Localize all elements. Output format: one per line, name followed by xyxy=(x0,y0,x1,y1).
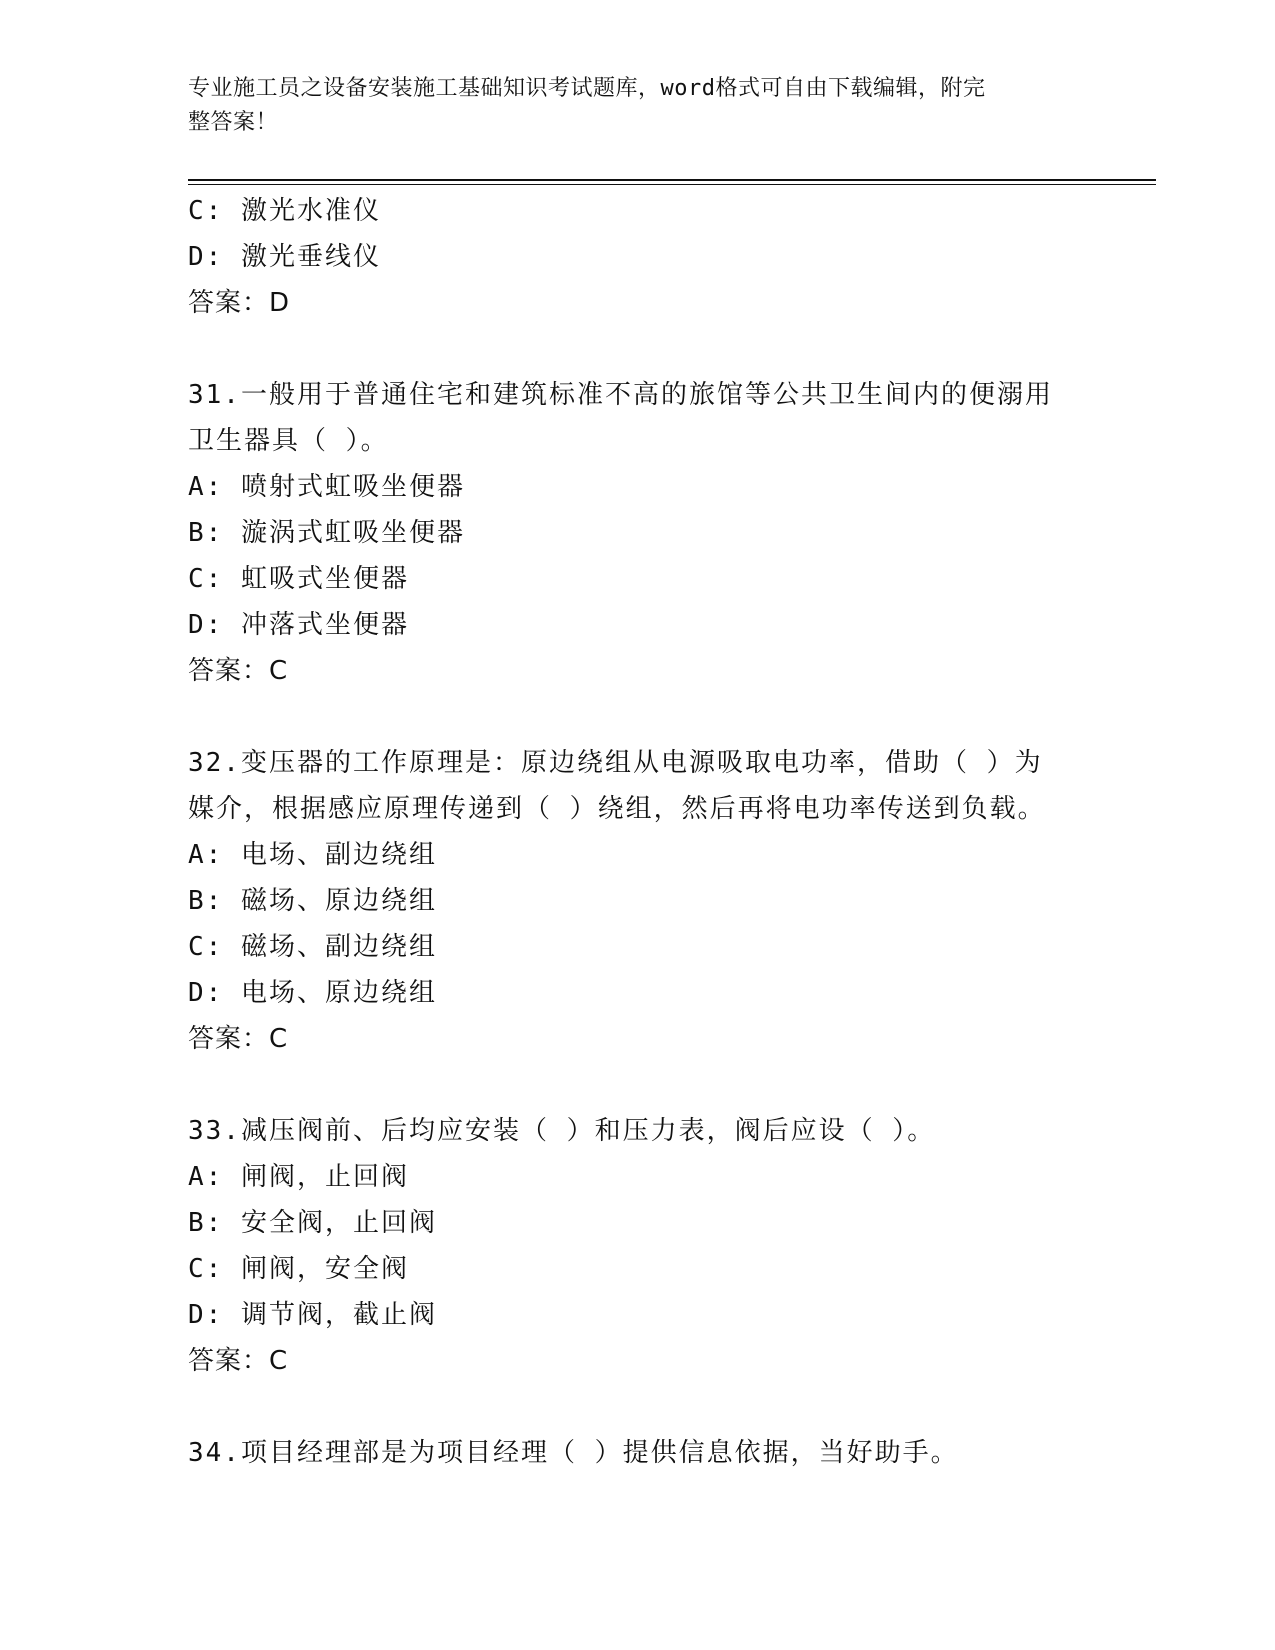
header-divider-thin xyxy=(188,184,1156,185)
answer-line: 答案：D xyxy=(188,288,291,318)
header-line-2: 整答案！ xyxy=(188,110,279,135)
spacer xyxy=(188,694,1088,740)
option-b: B: 漩涡式虹吸坐便器 xyxy=(188,518,465,548)
option-b: B: 安全阀，止回阀 xyxy=(188,1208,437,1238)
spacer xyxy=(188,326,1088,372)
question-32 xyxy=(188,740,1088,1062)
answer-line: 答案：C xyxy=(188,1024,289,1054)
spacer xyxy=(188,1062,1088,1108)
option-d: D: 电场、原边绕组 xyxy=(188,978,437,1008)
option-d: D: 冲落式坐便器 xyxy=(188,610,409,640)
answer-line: 答案：C xyxy=(188,1346,289,1376)
option-b: B: 磁场、原边绕组 xyxy=(188,886,437,916)
question-33 xyxy=(188,1108,1088,1384)
question-text: 32.变压器的工作原理是：原边绕组从电源吸取电功率，借助（ ）为 xyxy=(188,748,1043,778)
option-d: D: 激光垂线仪 xyxy=(188,242,381,272)
option-c: C: 激光水准仪 xyxy=(188,196,381,226)
header-divider-thick xyxy=(188,179,1156,181)
question-31 xyxy=(188,372,1088,694)
option-a: A: 闸阀，止回阀 xyxy=(188,1162,409,1192)
question-text: 34.项目经理部是为项目经理（ ）提供信息依据，当好助手。 xyxy=(188,1438,959,1468)
spacer xyxy=(188,1384,1088,1430)
question-text: 33.减压阀前、后均应安装（ ）和压力表，阀后应设（ ）。 xyxy=(188,1116,936,1146)
question-text: 31.一般用于普通住宅和建筑标准不高的旅馆等公共卫生间内的便溺用 xyxy=(188,380,1053,410)
question-30-tail xyxy=(188,188,1088,326)
option-c: C: 闸阀，安全阀 xyxy=(188,1254,409,1284)
answer-line: 答案：C xyxy=(188,656,289,686)
question-text-cont: 媒介，根据感应原理传递到（ ）绕组，然后再将电功率传送到负载。 xyxy=(188,794,1046,824)
question-list xyxy=(188,188,1088,1476)
header-line-1: 专业施工员之设备安装施工基础知识考试题库，word格式可自由下载编辑，附完 xyxy=(188,76,986,101)
question-text-cont: 卫生器具（ ）。 xyxy=(188,426,389,456)
option-a: A: 喷射式虹吸坐便器 xyxy=(188,472,465,502)
option-d: D: 调节阀，截止阀 xyxy=(188,1300,437,1330)
question-34 xyxy=(188,1430,1088,1476)
option-c: C: 虹吸式坐便器 xyxy=(188,564,409,594)
option-a: A: 电场、副边绕组 xyxy=(188,840,437,870)
option-c: C: 磁场、副边绕组 xyxy=(188,932,437,962)
document-header xyxy=(188,72,1088,140)
